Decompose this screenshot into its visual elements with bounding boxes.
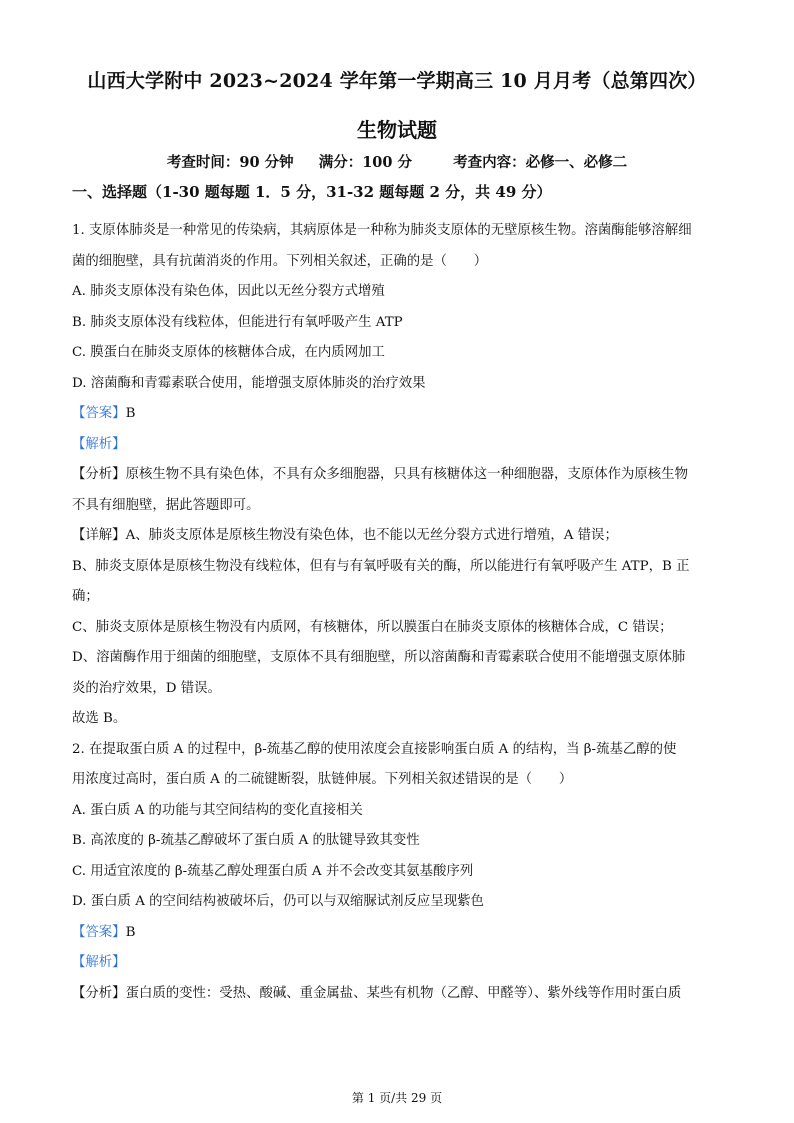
exam-scope: 考查内容：必修一、必修二 [453,154,628,171]
q2-answer-value: B [125,924,136,940]
q1-option-c: C. 膜蛋白在肺炎支原体的核糖体合成，在内质网加工 [72,345,385,360]
q1-detail-tag: 【详解】 [72,528,126,543]
q1-option-d: D. 溶菌酶和青霉素联合使用，能增强支原体肺炎的治疗效果 [72,375,426,391]
q1-option-a: A. 肺炎支原体没有染色体，因此以无丝分裂方式增殖 [72,284,385,299]
q2-option-d: D. 蛋白质 A 的空间结构被破坏后，仍可以与双缩脲试剂反应呈现紫色 [72,894,484,909]
q2-fenxi-text-1: 蛋白质的变性：受热、酸碱、重金属盐、某些有机物（乙醇、甲醛等）、紫外线等作用时蛋白质 [125,985,682,1001]
q1-analysis-tag: 【解析】 [72,436,126,452]
q1-stem-line-2: 菌的细胞壁，具有抗菌消炎的作用。下列相关叙述，正确的是（ ） [72,253,488,269]
exam-title: 山西大学附中 2023~2024 学年第一学期高三 10 月月考（总第四次） [87,70,707,92]
exam-meta [0,151,794,172]
q2-stem-line-1: 2. 在提取蛋白质 A 的过程中，β-巯基乙醇的使用浓度会直接影响蛋白质 A 的结构，当 β-巯基乙醇的使 [72,741,677,757]
q1-answer-tag: 【答案】 [72,406,126,421]
q1-detail-c: C、肺炎支原体是原核生物没有内质网，有核糖体，所以膜蛋白在肺炎支原体的核糖体合成，C 错误； [72,619,673,635]
q2-analysis [72,948,722,979]
q2-option-a: A. 蛋白质 A 的功能与其空间结构的变化直接相关 [72,802,363,818]
exam-subject: 生物试题 [357,118,437,142]
q2-fenxi-tag: 【分析】 [72,985,126,1001]
q1-option-b: B. 肺炎支原体没有线粒体，但能进行有氧呼吸产生 ATP [72,314,403,330]
q1-detail-a [72,521,722,552]
q1-fenxi-line-1 [72,460,722,491]
q2-analysis-tag: 【解析】 [72,955,126,970]
q2-option-c: C. 用适宜浓度的 β-巯基乙醇处理蛋白质 A 并不会改变其氨基酸序列 [72,863,474,879]
q2-fenxi-line-1 [72,979,722,1010]
q2-option-b: B. 高浓度的 β-巯基乙醇破坏了蛋白质 A 的肽键导致其变性 [72,833,420,848]
q2-stem-line-2: 用浓度过高时，蛋白质 A 的二硫键断裂，肽链伸展。下列相关叙述错误的是（ ） [72,772,573,787]
question-content [72,216,722,1009]
section-heading: 一、选择题（1-30 题每题 1．5 分，31-32 题每题 2 分，共 49 分） [72,183,552,201]
exam-score: 满分：100 分 [318,154,413,171]
q1-conclusion: 故选 B。 [72,711,127,726]
page-number: 第 1 页/共 29 页 [351,1091,443,1105]
q1-fenxi-tag: 【分析】 [72,467,126,482]
q1-detail-b-line-1: B、肺炎支原体是原核生物没有线粒体，但有与有氧呼吸有关的酶，所以能进行有氧呼吸产生 ATP，B 正 [72,558,690,574]
q2-answer-tag: 【答案】 [72,924,126,940]
q1-detail-d-line-1: D、溶菌酶作用于细菌的细胞壁，支原体不具有细胞壁，所以溶菌酶和青霉素联合使用不能增强支原体肺 [72,650,686,665]
q1-answer-value: B [125,406,136,421]
q1-analysis [72,430,722,461]
q1-stem-line-1: 1. 支原体肺炎是一种常见的传染病，其病原体是一种称为肺炎支原体的无壁原核生物。溶菌酶能够溶解细 [72,223,692,238]
q1-detail-a-text: A、肺炎支原体是原核生物没有染色体，也不能以无丝分裂方式进行增殖，A 错误； [125,528,618,543]
q1-detail-b-line-2: 确； [72,589,99,604]
q1-fenxi-text-1: 原核生物不具有染色体，不具有众多细胞器，只具有核糖体这一种细胞器，支原体作为原核生物 [125,467,688,482]
q1-answer [72,399,722,430]
q1-fenxi-line-2: 不具有细胞壁，据此答题即可。 [72,497,260,513]
q2-answer [72,918,722,949]
exam-time: 考查时间：90 分钟 [166,154,294,171]
q1-detail-d-line-2: 炎的治疗效果，D 错误。 [72,680,221,696]
